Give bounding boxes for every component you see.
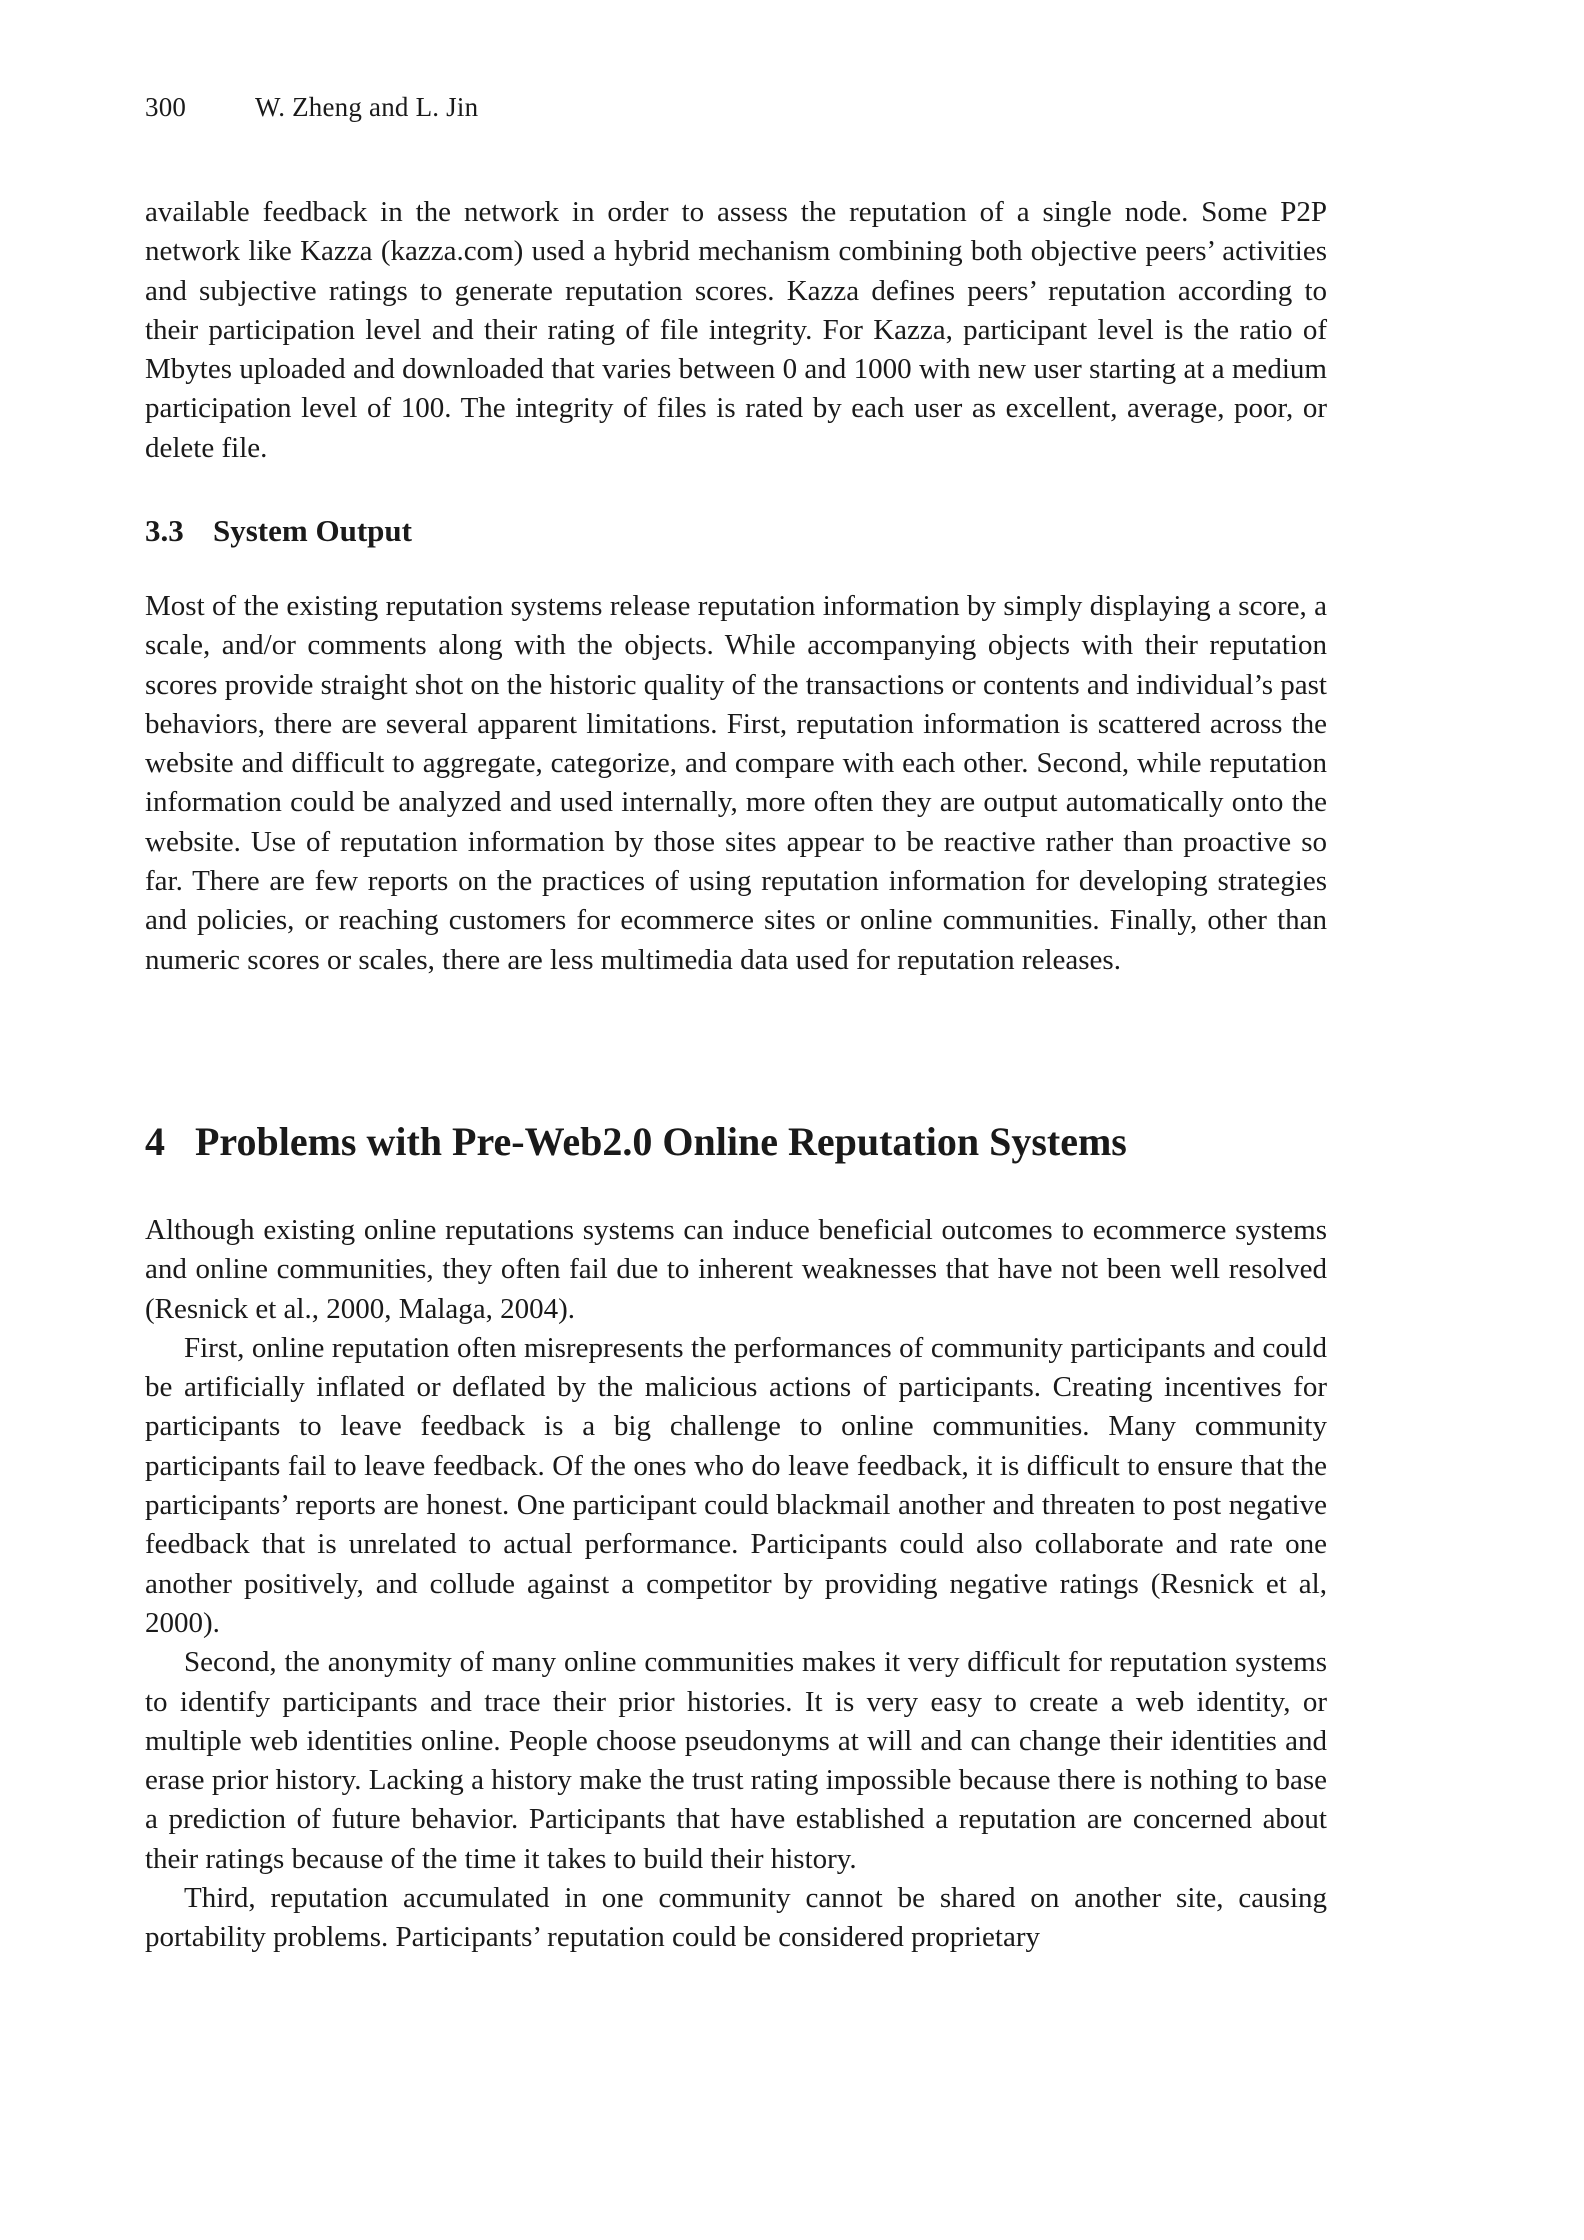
system-output-block: [145, 587, 1327, 980]
system-output-paragraph: Most of the existing reputation systems release reputation information by simply displaying a score, a scale, and/or comments along with the objects. While accompanying objects with their reputation scores provide straight shot on the historic quality of the transactions or contents and individual’s past behaviors, there are several apparent limitations. First, reputation information is scattered across the website and difficult to aggregate, categorize, and compare with each other. Second, while reputation information could be analyzed and used internally, more often they are output automatically onto the website. Use of reputation information by those sites appear to be reactive rather than proactive so far. There are few reports on the practices of using reputation information for developing strategies and policies, or reaching customers for ecommerce sites or online communities. Finally, other than numeric scores or scales, there are less multimedia data used for reputation releases.: [145, 590, 1327, 976]
body-paragraph: Third, reputation accumulated in one community cannot be shared on another site, causing portability problems. Participants’ reputation could be considered proprietary: [145, 1882, 1327, 1954]
page-number: 300: [145, 92, 187, 122]
section-title: Problems with Pre-Web2.0 Online Reputation Systems: [195, 1119, 1127, 1164]
running-authors: W. Zheng and L. Jin: [255, 92, 479, 122]
subsection-heading: [145, 513, 412, 549]
subsection-number: 3.3: [145, 513, 184, 548]
intro-block: [145, 193, 1327, 468]
running-header: [145, 92, 478, 123]
body-paragraph: First, online reputation often misrepresents the performances of community participants and could be artificially inflated or deflated by the malicious actions of participants. Creating incentives for participants to leave feedback is a big challenge to online communities. Many community participants fail to leave feedback. Of the ones who do leave feedback, it is difficult to ensure that the participants’ reports are honest. One participant could blackmail another and threaten to post negative feedback that is unrelated to actual performance. Participants could also collaborate and rate one another positively, and collude against a competitor by providing negative ratings (Resnick et al, 2000).: [145, 1331, 1327, 1639]
section-4-body: [145, 1211, 1327, 1958]
section-number: 4: [145, 1119, 165, 1164]
section-heading: [145, 1118, 1127, 1165]
intro-paragraph: available feedback in the network in order to assess the reputation of a single node. Some P2P network like Kazza (kazza.com) used a hybrid mechanism combining both objective peers’ activities and subjective ratings to generate reputation scores. Kazza defines peers’ reputation according to their participation level and their rating of file integrity. For Kazza, participant level is the ratio of Mbytes uploaded and downloaded that varies between 0 and 1000 with new user starting at a medium participation level of 100. The integrity of files is rated by each user as excellent, average, poor, or delete file.: [145, 196, 1327, 464]
body-paragraph: Although existing online reputations systems can induce beneficial outcomes to ecommerce systems and online communities, they often fail due to inherent weaknesses that have not been well resolved (Resnick et al., 2000, Malaga, 2004).: [145, 1214, 1327, 1325]
subsection-title: System Output: [213, 513, 412, 548]
body-paragraph: Second, the anonymity of many online communities makes it very difficult for reputation systems to identify participants and trace their prior histories. It is very easy to create a web identity, or multiple web identities online. People choose pseudonyms at will and can change their identities and erase prior history. Lacking a history make the trust rating impossible because there is nothing to base a prediction of future behavior. Participants that have established a reputation are concerned about their ratings because of the time it takes to build their history.: [145, 1646, 1327, 1875]
